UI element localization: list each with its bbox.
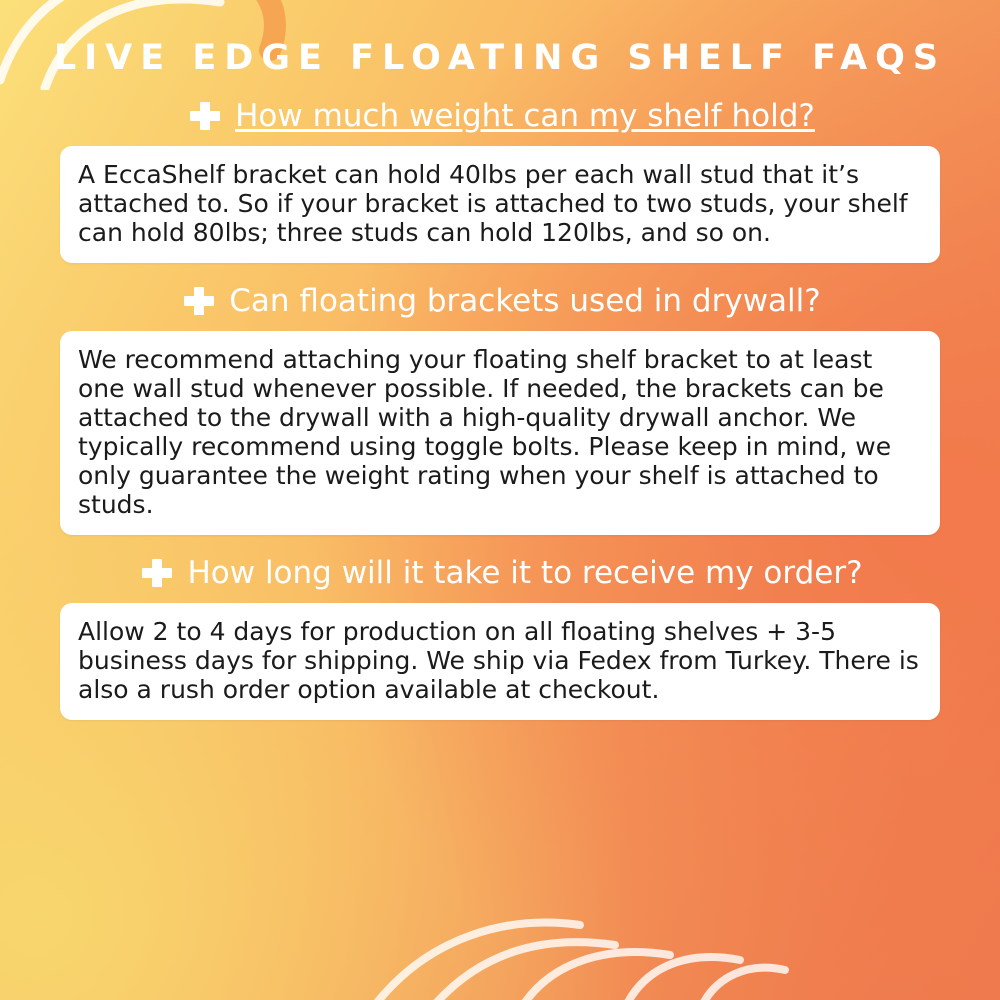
faq-answer-card-1 — [60, 146, 940, 263]
faq-question-3[interactable]: How long will it take it to receive my order? — [187, 555, 863, 591]
faq-item-2 — [40, 281, 960, 535]
faq-content — [0, 38, 1000, 720]
faq-question-row-3[interactable] — [40, 553, 960, 593]
faq-question-1[interactable]: How much weight can my shelf hold? — [235, 98, 815, 134]
faq-answer-card-3 — [60, 603, 940, 720]
faq-item-1 — [40, 96, 960, 263]
faq-question-2[interactable]: Can floating brackets used in drywall? — [229, 283, 821, 319]
faq-item-3 — [40, 553, 960, 720]
faq-answer-2: We recommend attaching your floating shelf bracket to at least one wall stud whenever possible. If needed, the brackets can be attached to the drywall with a high-quality drywall anchor. We typically recommend using toggle bolts. Please keep in mind, we only guarantee the weight rating when your shelf is attached to studs. — [78, 345, 892, 519]
faq-answer-card-2 — [60, 331, 940, 535]
faq-question-row-1[interactable] — [40, 96, 960, 136]
plus-icon[interactable] — [185, 96, 225, 136]
plus-icon[interactable] — [179, 281, 219, 321]
decorative-swirl-bottom — [370, 890, 790, 1000]
faq-answer-1: A EccaShelf bracket can hold 40lbs per each wall stud that it’s attached to. So if your bracket is attached to two studs, your shelf can hold 80lbs; three studs can hold 120lbs, and so on. — [78, 160, 908, 247]
faq-answer-3: Allow 2 to 4 days for production on all floating shelves + 3-5 business days for shipping. We ship via Fedex from Turkey. There is also a rush order option available at checkout. — [78, 617, 919, 704]
faq-question-row-2[interactable] — [40, 281, 960, 321]
plus-icon[interactable] — [137, 553, 177, 593]
page-title: LIVE EDGE FLOATING SHELF FAQS — [53, 38, 947, 78]
